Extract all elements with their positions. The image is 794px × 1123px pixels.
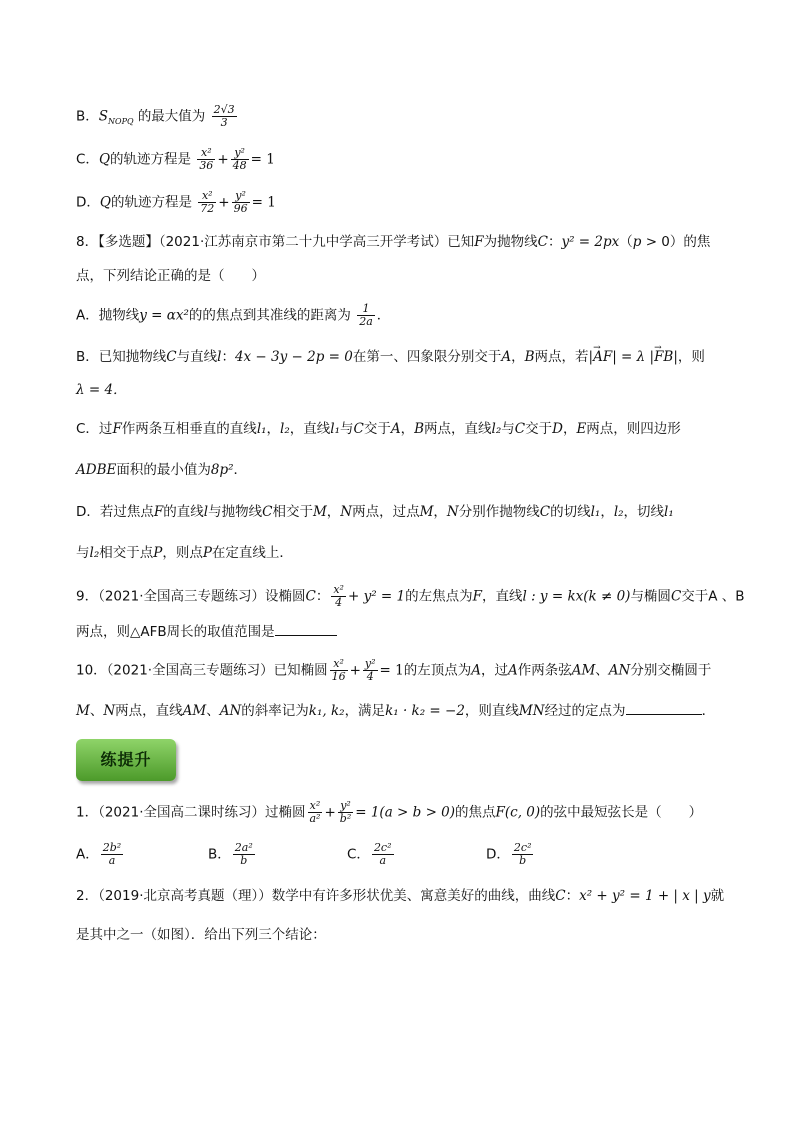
q8-option-a: A．抛物线y = αx²的的焦点到其准线的距离为 $\frac{1}{2a}$ ．	[76, 302, 391, 328]
answer-blank[interactable]	[626, 700, 702, 715]
q8-option-d-line2: 与l₂相交于点P，则点P在定直线上．	[76, 545, 293, 561]
q7-option-c: C．Q的轨迹方程是 $\frac{\text{x²}}{36}$ + $\frac{\text{y²}}{48}$ = 1	[76, 146, 275, 172]
answer-blank[interactable]	[275, 621, 337, 636]
q7-option-d: D．Q的轨迹方程是 $\frac{\text{x²}}{72}$ + $\frac{\text{y²}}{96}$ = 1	[76, 189, 276, 215]
q8-option-b: B．已知抛物线C与直线l：4x − 3y − 2p = 0在第一、四象限分别交于A，B两点，若|→ AF| = λ |→ FB|，则	[76, 347, 705, 367]
q10-stem-line1: 10．（2021·全国高三专题练习）已知椭圆 $\frac{\text{x²}}{16}$ + $\frac{\text{y²}}{4}$ = 1的左顶点为A，过A作两条弦AM、AN分别交椭圆于	[76, 657, 712, 683]
q8-option-c: C．过F作两条互相垂直的直线l₁，l₂，直线l₁与C交于A，B两点，直线l₂与C交于D，E两点，则四边形	[76, 421, 681, 437]
p1-option-b[interactable]: B． $\frac{\text{2a²}}{b}$	[208, 841, 253, 867]
q9-stem-line2: 两点，则△AFB周长的取值范围是	[76, 621, 337, 642]
q8-stem-line1: 8．【多选题】（2021·江苏南京市第二十九中学高三开学考试）已知F为抛物线C：y² = 2px（p > 0）的焦	[76, 234, 711, 250]
q10-stem-line2: M、N两点，直线AM、AN的斜率记为k₁, k₂，满足k₁ · k₂ = −2，则直线MN经过的定点为 ．	[76, 700, 715, 721]
q8-option-c-line2: ADBE面积的最小值为8p²．	[76, 462, 248, 478]
q8-option-d: D．若过焦点F的直线l与抛物线C相交于M，N两点，过点M，N分别作抛物线C的切线l₁，l₂，切线l₁	[76, 504, 674, 520]
q8-stem-line2: 点，下列结论正确的是（ ）	[76, 268, 265, 284]
p2-stem-line2: 是其中之一（如图）．给出下列三个结论：	[76, 927, 326, 943]
p1-option-c[interactable]: C． $\frac{\text{2c²}}{a}$	[347, 841, 392, 867]
p1-option-a[interactable]: A． $\frac{\text{2b²}}{a}$	[76, 841, 122, 867]
fraction: $\frac{2√3}{3}$	[213, 103, 235, 129]
p2-stem-line1: 2．（2019·北京高考真题（理））数学中有许多形状优美、寓意美好的曲线，曲线C：x² + y² = 1 + | x | y就	[76, 888, 725, 904]
section-badge: 练提升	[76, 739, 176, 781]
q8-option-b-line2: λ = 4．	[76, 382, 127, 398]
p1-stem: 1．（2021·全国高二课时练习）过椭圆 $\frac{\text{x²}}{\text{a²}}$ + $\frac{\text{y²}}{\text{b²}}$ = 1(a > b > 0)的焦点F(c, 0)的弦中最短弦长是（ ）	[76, 799, 703, 825]
p1-option-d[interactable]: D． $\frac{\text{2c²}}{b}$	[486, 841, 532, 867]
q9-stem-line1: 9．（2021·全国高三专题练习）设椭圆C： $\frac{\text{x²}}{4}$ + y² = 1的左焦点为F，直线l : y = kx(k ≠ 0)与椭圆C交于A 、B	[76, 583, 745, 609]
q7-option-b: B．$S_{NOPQ}$ 的最大值为 $\frac{2√3}{3}$	[76, 103, 235, 129]
